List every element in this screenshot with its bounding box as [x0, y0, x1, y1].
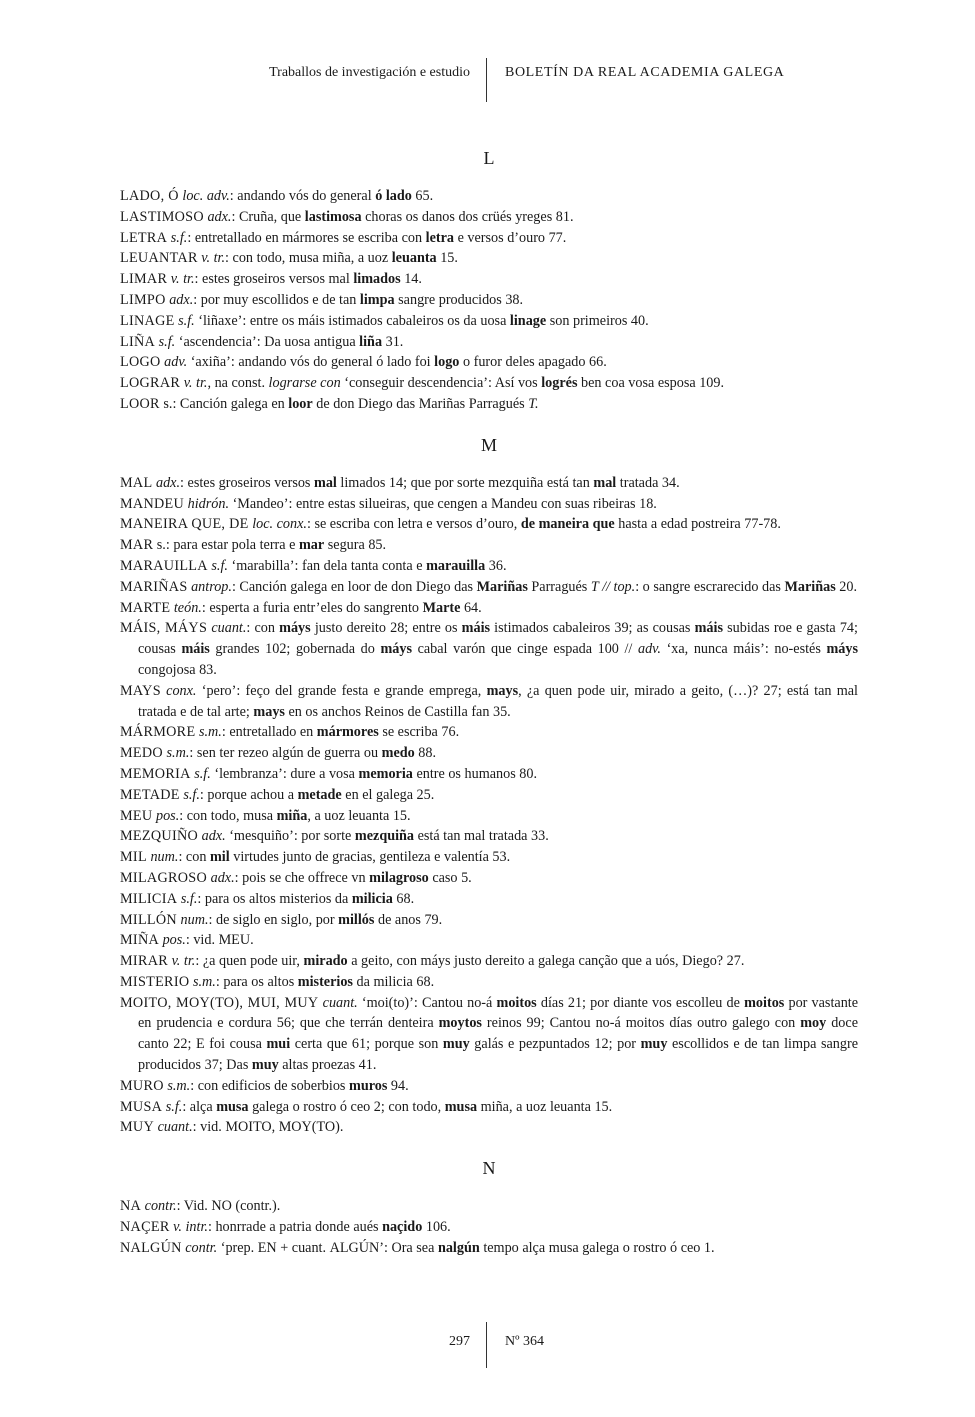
- entry-text: virtudes junto de gracias, gentileza e valentía 53.: [229, 849, 511, 866]
- entry-text: certa que 61; porque son: [290, 1036, 443, 1053]
- glossary-entry: [120, 1097, 858, 1118]
- entry-text: entre os humanos 80.: [412, 765, 538, 782]
- header-divider: [486, 58, 487, 102]
- headword: MUSA: [120, 1098, 163, 1115]
- headword: LIÑA: [120, 333, 156, 350]
- grammar-label: T // top.: [590, 578, 636, 595]
- entry-text: por vastante en prudencia e cordura 56; que che terrán denteira: [138, 994, 859, 1032]
- cross-reference: NO: [211, 1198, 232, 1215]
- grammar-label: s.f.: [178, 312, 195, 329]
- example-term: máys: [279, 620, 311, 637]
- example-term: muy: [442, 1036, 470, 1053]
- grammar-label: cuant.: [322, 994, 358, 1011]
- glossary-entry: [120, 207, 858, 228]
- glossary-entry: [120, 889, 858, 910]
- glossary-entry: [120, 868, 858, 889]
- grammar-label: s.m.: [192, 973, 216, 990]
- example-term: limados: [353, 271, 401, 288]
- example-term: liña: [359, 333, 383, 350]
- entry-text: congojosa 83.: [138, 661, 217, 678]
- entry-text: + cuant.: [276, 1239, 330, 1256]
- header-section-title: Traballos de investigación e estudio: [269, 65, 470, 80]
- grammar-label: adx.: [207, 208, 232, 225]
- example-term: marauilla: [426, 557, 486, 574]
- entry-text: 68.: [392, 890, 415, 907]
- entry-text: 94.: [387, 1077, 409, 1094]
- entry-text: ’: Ora sea: [379, 1239, 438, 1256]
- headword: LOGO: [120, 354, 161, 371]
- example-term: mezquiña: [354, 828, 415, 845]
- glossary-entry: [120, 373, 858, 394]
- glossary-entry: [120, 228, 858, 249]
- cross-reference: ALGÚN: [329, 1239, 380, 1256]
- headword: MEU: [120, 807, 153, 824]
- headword: LIMAR: [120, 271, 168, 288]
- entry-text: da milicia 68.: [352, 973, 435, 990]
- entry-text: : ¿a quen pode uir,: [195, 953, 304, 970]
- section-letter: L: [483, 148, 495, 168]
- headword: MISTERIO: [120, 973, 190, 990]
- entry-text: ‘mesquiño’: por sorte: [225, 828, 355, 845]
- example-term: máis: [181, 641, 210, 658]
- entry-text: Parragués: [527, 578, 591, 595]
- entry-text: .: [339, 1119, 344, 1136]
- entry-text: ‘conseguir descendencia’: Así vos: [340, 375, 542, 392]
- entry-text: : por muy escollidos e de tan: [193, 291, 360, 308]
- entry-text: : estes groseiros versos mal: [194, 271, 354, 288]
- example-term: máis: [461, 620, 491, 637]
- entry-text: , ¿a quen pode uir, mirado a geito, (…)? 27; está tan mal tratada e de tal arte;: [138, 682, 858, 720]
- glossary-entry: [120, 577, 858, 598]
- example-term: muy: [251, 1057, 279, 1074]
- entry-text: subidas roe e gasta 74; cousas: [138, 620, 858, 658]
- headword: MILLÓN: [120, 911, 177, 928]
- glossary-entry: [120, 951, 858, 972]
- entry-text: altas proezas 41.: [278, 1057, 377, 1074]
- entry-text: limados 14; que por sorte mezquiña está tan: [336, 474, 594, 491]
- headword: LASTIMOSO: [120, 208, 204, 225]
- headword: LOGRAR: [120, 375, 181, 392]
- example-term: leuanta: [391, 250, 437, 267]
- glossary-entry: [120, 930, 858, 951]
- grammar-label: v. tr.: [183, 375, 208, 392]
- headword: LEUANTAR: [120, 250, 198, 267]
- grammar-label: loc. conx.: [252, 516, 307, 533]
- entry-text: ‘prep.: [217, 1239, 258, 1256]
- glossary-entry: [120, 473, 858, 494]
- example-term: mil: [209, 849, 230, 866]
- grammar-label: s.f.: [194, 765, 211, 782]
- headword: METADE: [120, 786, 180, 803]
- example-term: millós: [338, 911, 375, 928]
- example-term: mays: [486, 682, 519, 699]
- entry-text: 88.: [414, 745, 437, 762]
- entry-text: 36.: [485, 557, 507, 574]
- entry-text: : sen ter rezeo algún de guerra ou: [189, 745, 382, 762]
- example-term: mal: [593, 474, 617, 491]
- entry-text: , na const.: [207, 375, 269, 392]
- entry-text: se escriba 76.: [378, 724, 460, 741]
- example-term: ó lado: [375, 188, 412, 204]
- grammar-label: hidrón.: [187, 495, 230, 512]
- entry-text: : de siglo en siglo, por: [208, 911, 339, 928]
- headword: MIRAR: [120, 953, 169, 970]
- entry-text: son primeiros 40.: [546, 312, 649, 329]
- entry-text: miña, a uoz leuanta 15.: [477, 1098, 613, 1115]
- entry-text: en os anchos Reinos de Castilla fan 35.: [284, 703, 511, 720]
- entry-text: : se escriba con letra e versos d’ouro,: [306, 516, 521, 533]
- grammar-label: s.f.: [158, 333, 176, 350]
- entry-text: días 21; por diante vos escolleu de: [536, 994, 745, 1011]
- entry-text: s.: para estar pola terra e: [153, 537, 299, 554]
- headword: NA: [120, 1198, 142, 1215]
- grammar-label: s.f.: [170, 229, 188, 246]
- example-term: Marte: [422, 599, 461, 616]
- grammar-label: s.f.: [180, 890, 198, 907]
- glossary-entry: [120, 993, 858, 1076]
- glossary-entry: [120, 186, 858, 207]
- grammar-label: s.f.: [165, 1098, 183, 1115]
- entry-text: ‘marabilla’: fan dela tanta conta e: [227, 557, 427, 574]
- example-term: muy: [640, 1036, 668, 1053]
- entry-text: segura 85.: [324, 537, 387, 554]
- grammar-label: v. tr.: [170, 271, 195, 288]
- entry-text: ‘Mandeo’: entre estas silueiras, que cengen a Mandeu con suas ribeiras 18.: [229, 495, 657, 512]
- example-term: mui: [266, 1036, 291, 1053]
- example-term: lastimosa: [304, 208, 362, 225]
- headword: MOITO, MOY(TO), MUI, MUY: [120, 994, 319, 1011]
- glossary-entry: [120, 1117, 858, 1138]
- entry-text: : para os altos: [215, 973, 298, 990]
- entry-text: ‘lembranza’: dure a vosa: [210, 765, 359, 782]
- headword: MAYS: [120, 682, 161, 699]
- example-term: Mariñas: [784, 578, 836, 595]
- entry-text: : entretallado en: [221, 724, 317, 741]
- grammar-label: pos.: [155, 807, 180, 824]
- entry-text: : o sangre escrarecido das: [635, 578, 785, 595]
- example-term: moitos: [496, 994, 537, 1011]
- example-term: moytos: [438, 1015, 482, 1032]
- headword: MARTE: [120, 599, 171, 616]
- glossary-entry: [120, 618, 858, 680]
- example-term: linage: [509, 312, 547, 329]
- glossary-entry: [120, 1238, 858, 1259]
- entry-text: ‘moi(to)’: Cantou no-á: [357, 994, 497, 1011]
- grammar-label: v. intr.: [173, 1219, 208, 1236]
- glossary-entry: [120, 269, 858, 290]
- glossary-entry: [120, 556, 858, 577]
- entry-text: está tan mal tratada 33.: [414, 828, 549, 845]
- entry-text: : Canción galega en loor de don Diego das: [231, 578, 477, 595]
- headword: MÁIS, MÁYS: [120, 620, 208, 637]
- example-term: máys: [826, 641, 858, 658]
- grammar-label: s.m.: [166, 745, 190, 762]
- entry-text: a geito, con máys justo dereito a galega canção que a uós, Diego? 27.: [347, 953, 745, 970]
- entry-text: : vid.: [185, 932, 219, 949]
- entry-text: : Cruña, que: [231, 208, 305, 225]
- headword: LETRA: [120, 229, 168, 246]
- entry-text: , a uoz leuanta 15.: [307, 807, 411, 824]
- headword: MANEIRA QUE, DE: [120, 516, 249, 533]
- entry-text: caso 5.: [428, 869, 472, 886]
- entry-text: choras os danos dos crüés yreges 81.: [361, 208, 574, 225]
- entry-text: 31.: [382, 333, 404, 350]
- running-header: [0, 58, 975, 102]
- cross-reference: EN: [257, 1239, 277, 1256]
- entry-text: 14.: [400, 271, 422, 288]
- entry-text: 106.: [422, 1219, 451, 1236]
- entry-text: : entretallado en mármores se escriba con: [187, 229, 426, 246]
- headword: MIÑA: [120, 932, 160, 949]
- entry-text: : porque achou a: [199, 786, 298, 803]
- example-term: moitos: [744, 994, 785, 1011]
- headword: MARIÑAS: [120, 578, 188, 595]
- entry-text: o furor deles apagado 66.: [459, 354, 607, 371]
- glossary-entry: [120, 514, 858, 535]
- example-term: mirado: [303, 953, 348, 970]
- entry-text: .: [250, 932, 254, 949]
- example-term: logrés: [541, 375, 578, 392]
- example-term: musa: [216, 1098, 249, 1115]
- entry-text: cabal varón que cinge espada 100 //: [411, 641, 638, 658]
- headword: MEZQUIÑO: [120, 828, 199, 845]
- entry-text: justo dereito 28; entre os: [310, 620, 462, 637]
- entry-text: : con edificios de soberbios: [190, 1077, 349, 1094]
- entry-text: 64.: [460, 599, 482, 616]
- glossary-entry: [120, 1196, 858, 1217]
- example-term: milagroso: [369, 869, 429, 886]
- example-term: naçido: [382, 1219, 423, 1236]
- entry-text: : pois se che offrece vn: [234, 869, 370, 886]
- headword: MUY: [120, 1119, 155, 1136]
- grammar-label: s.f.: [183, 786, 200, 803]
- grammar-label: contr.: [144, 1198, 177, 1215]
- headword: MEMORIA: [120, 765, 191, 782]
- entry-text: : con todo, musa miña, a uoz: [225, 250, 392, 267]
- example-term: Mariñas: [476, 578, 528, 595]
- entry-text: : andando vós do general: [229, 188, 376, 204]
- issue-number: Nº 364: [505, 1334, 544, 1349]
- example-term: mármores: [316, 724, 379, 741]
- example-term: memoria: [358, 765, 413, 782]
- entry-text: s.: Canción galega en: [159, 395, 289, 412]
- grammar-label: cuant.: [157, 1119, 193, 1136]
- entry-text: 15.: [436, 250, 458, 267]
- entry-text: : con todo, musa: [179, 807, 277, 824]
- example-term: loor: [288, 395, 313, 412]
- entry-text: (contr.).: [231, 1198, 281, 1215]
- grammar-label: num.: [150, 849, 179, 866]
- glossary-entry: [120, 394, 858, 415]
- entry-text: : con: [178, 849, 210, 866]
- entry-text: ‘pero’: feço del grande festa e grande emprega,: [196, 682, 487, 699]
- example-term: limpa: [359, 291, 395, 308]
- entry-text: 65.: [411, 188, 434, 204]
- cross-reference: MEU: [218, 932, 251, 949]
- glossary-entry: [120, 1076, 858, 1097]
- headword: NAÇER: [120, 1219, 170, 1236]
- entry-text: grandes 102; gobernada do: [209, 641, 381, 658]
- grammar-label: cuant.: [211, 620, 247, 637]
- glossary-entry: [120, 1217, 858, 1238]
- entry-text: galás e pezpuntados 12; por: [469, 1036, 641, 1053]
- entry-text: : estes groseiros versos: [180, 474, 315, 491]
- glossary-entry: [120, 290, 858, 311]
- headword: MIL: [120, 849, 147, 866]
- example-term: letra: [425, 229, 455, 246]
- entry-text: tratada 34.: [616, 474, 680, 491]
- grammar-label: s.m.: [198, 724, 222, 741]
- entry-text: ‘xa, nunca máis’: no-estés: [660, 641, 827, 658]
- example-term: medo: [381, 745, 415, 762]
- grammar-label: adv.: [164, 354, 188, 371]
- glossary-entry: [120, 722, 858, 743]
- grammar-label: adx.: [201, 828, 226, 845]
- entry-text: : alça: [182, 1098, 217, 1115]
- example-term: nalgún: [437, 1239, 480, 1256]
- headword: MEDO: [120, 745, 163, 762]
- example-term: logo: [434, 354, 460, 371]
- glossary-entry: [120, 248, 858, 269]
- headword: MÁRMORE: [120, 724, 196, 741]
- page-number: 297: [449, 1334, 470, 1349]
- example-term: metade: [297, 786, 342, 803]
- entry-text: : honrrade a patria donde aués: [207, 1219, 383, 1236]
- entry-text: sangre producidos 38.: [394, 291, 524, 308]
- entry-text: doce canto 22; E foi cousa: [138, 1015, 858, 1053]
- entry-text: ben coa vosa esposa 109.: [577, 375, 725, 392]
- entry-text: tempo alça musa galega o rostro ó ceo 1.: [479, 1239, 715, 1256]
- grammar-label: antrop.: [191, 578, 232, 595]
- entry-text: galega o rostro ó ceo 2; con todo,: [248, 1098, 445, 1115]
- grammar-label: contr.: [185, 1239, 218, 1256]
- headword: LIMPO: [120, 291, 166, 308]
- headword: LOOR: [120, 395, 160, 412]
- entry-text: de don Diego das Mariñas Parragués: [312, 395, 529, 412]
- grammar-label: T.: [528, 395, 539, 412]
- grammar-label: adx.: [155, 474, 181, 491]
- header-journal-title: BOLETÍN DA REAL ACADEMIA GALEGA: [505, 65, 785, 80]
- headword: MAL: [120, 474, 153, 491]
- glossary-entry: [120, 681, 858, 723]
- section-letter: N: [482, 1158, 496, 1179]
- glossary-entry: [120, 494, 858, 515]
- example-term: máis: [694, 620, 723, 637]
- grammar-label: teón.: [173, 599, 202, 616]
- grammar-label: conx.: [166, 682, 197, 699]
- grammar-label: adx.: [169, 291, 194, 308]
- headword: NALGÚN: [120, 1239, 182, 1256]
- grammar-label: num.: [180, 911, 209, 928]
- glossary-entry: [120, 535, 858, 556]
- glossary-entry: [120, 764, 858, 785]
- entry-text: hasta a edad postreira 77-78.: [614, 516, 781, 533]
- example-term: de maneira que: [520, 516, 615, 533]
- entry-text: : vid.: [192, 1119, 226, 1136]
- grammar-label: lograrse con: [268, 375, 341, 392]
- headword: LADO, Ó: [120, 188, 179, 204]
- example-term: miña: [276, 807, 308, 824]
- glossary-entry: [120, 806, 858, 827]
- entry-text: : para os altos misterios da: [197, 890, 352, 907]
- glossary-entry: [120, 847, 858, 868]
- glossary-entry: [120, 332, 858, 353]
- headword: MURO: [120, 1077, 164, 1094]
- page-footer: [0, 1322, 975, 1368]
- headword: MILICIA: [120, 890, 178, 907]
- entry-text: 20.: [835, 578, 857, 595]
- example-term: mays: [253, 703, 285, 720]
- entry-text: reinos 99; Cantou no-á moitos días outro galego con: [481, 1015, 801, 1032]
- footer-divider: [486, 1322, 487, 1368]
- glossary-entry: [120, 826, 858, 847]
- section-letter: M: [480, 434, 497, 455]
- example-term: misterios: [297, 973, 353, 990]
- entry-text: : Vid.: [176, 1198, 212, 1215]
- entry-text: : con: [246, 620, 280, 637]
- entry-text: ‘ascendencia’: Da uosa antigua: [175, 333, 360, 350]
- entry-text: de anos 79.: [374, 911, 443, 928]
- glossary-body: [120, 146, 858, 1259]
- glossary-entry: [120, 785, 858, 806]
- glossary-entry: [120, 910, 858, 931]
- headword: MILAGROSO: [120, 869, 208, 886]
- entry-text: istimados cabaleiros 39; as cousas: [490, 620, 695, 637]
- entry-text: ‘axiña’: andando vós do general ó lado foi: [187, 354, 435, 371]
- grammar-label: s.m.: [167, 1077, 191, 1094]
- glossary-entry: [120, 598, 858, 619]
- example-term: máys: [380, 641, 412, 658]
- entry-text: escollidos e de tan limpa sangre producidos 37; Das: [138, 1036, 858, 1074]
- glossary-entry: [120, 311, 858, 332]
- grammar-label: v. tr.: [171, 953, 196, 970]
- grammar-label: adx.: [210, 869, 235, 886]
- example-term: moy: [800, 1015, 827, 1032]
- entry-text: ‘liñaxe’: entre os máis istimados cabaleiros os da uosa: [194, 312, 510, 329]
- grammar-label: adv.: [637, 641, 661, 658]
- glossary-entry: [120, 743, 858, 764]
- headword: MAR: [120, 537, 154, 554]
- example-term: muros: [349, 1077, 388, 1094]
- grammar-label: loc. adv.: [182, 188, 230, 204]
- glossary-entry: [120, 972, 858, 993]
- grammar-label: pos.: [162, 932, 186, 949]
- entry-text: en el galega 25.: [341, 786, 435, 803]
- example-term: mal: [314, 474, 337, 491]
- entry-text: e versos d’ouro 77.: [454, 229, 567, 246]
- example-term: musa: [444, 1098, 478, 1115]
- headword: MANDEU: [120, 495, 185, 512]
- grammar-label: s.f.: [211, 557, 228, 574]
- headword: LINAGE: [120, 312, 175, 329]
- grammar-label: v. tr.: [201, 250, 226, 267]
- entry-text: : esperta a furia entr’eles do sangrento: [201, 599, 423, 616]
- example-term: mar: [298, 537, 325, 554]
- headword: MARAUILLA: [120, 557, 208, 574]
- example-term: milicia: [351, 890, 393, 907]
- glossary-entry: [120, 352, 858, 373]
- cross-reference: MOITO, MOY(TO): [225, 1119, 340, 1136]
